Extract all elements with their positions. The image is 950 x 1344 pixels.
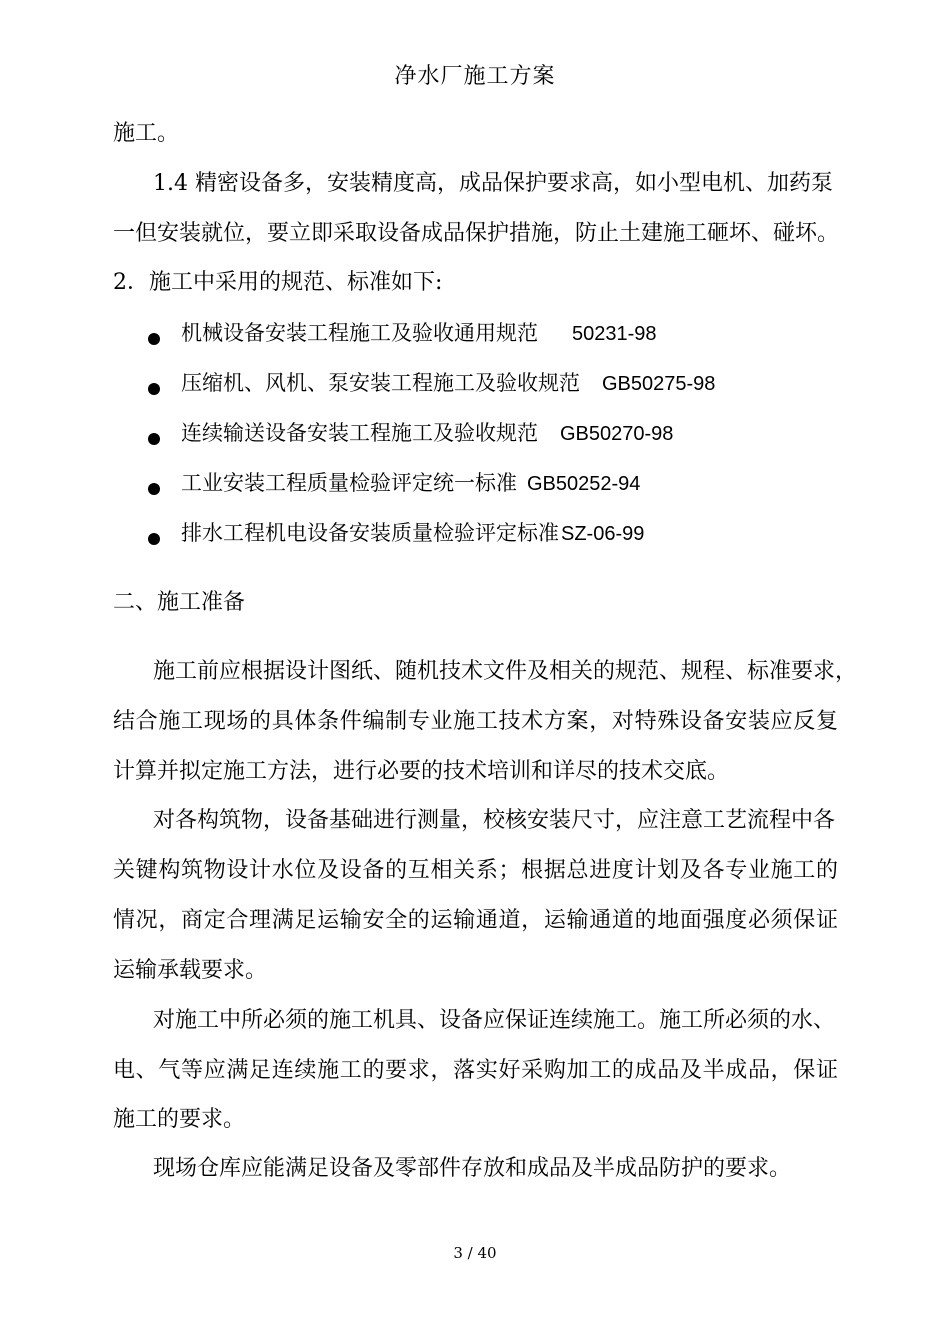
paragraph-line: 情况，商定合理满足运输安全的运输通道，运输通道的地面强度必须保证 — [113, 908, 838, 933]
standard-name: 工业安装工程质量检验评定统一标准 — [181, 471, 517, 495]
paragraph-line: 电、气等应满足连续施工的要求，落实好采购加工的成品及半成品，保证 — [113, 1058, 838, 1083]
standard-name: 压缩机、风机、泵安装工程施工及验收规范 — [181, 371, 580, 395]
paragraph-line: 计算并拟定施工方法，进行必要的技术培训和详尽的技术交底。 — [113, 759, 730, 784]
section-heading: 二、施工准备 — [113, 590, 246, 615]
standard-name: 排水工程机电设备安装质量检验评定标准 — [181, 521, 559, 545]
bullet-icon — [148, 383, 160, 395]
standard-code: SZ-06-99 — [561, 523, 645, 545]
bullet-icon — [148, 533, 160, 545]
standard-code: GB50270-98 — [560, 423, 674, 445]
standard-name: 机械设备安装工程施工及验收通用规范 — [181, 321, 538, 345]
page-header-title: 净水厂施工方案 — [394, 64, 556, 89]
bullet-icon — [148, 483, 160, 495]
continued-text: 施工。 — [113, 121, 180, 146]
page-number: 3 / 40 — [453, 1244, 497, 1262]
standard-code: GB50275-98 — [602, 373, 716, 395]
item-1-4-line-1: 1.4 精密设备多，安装精度高，成品保护要求高，如小型电机、加药泵 — [153, 171, 833, 196]
paragraph-line: 运输承载要求。 — [113, 958, 268, 983]
bullet-icon — [148, 433, 160, 445]
paragraph-line: 对施工中所必须的施工机具、设备应保证连续施工。施工所必须的水、 — [153, 1008, 836, 1033]
item-2-heading: 2．施工中采用的规范、标准如下: — [113, 270, 443, 295]
paragraph-line: 现场仓库应能满足设备及零部件存放和成品及半成品防护的要求。 — [153, 1156, 792, 1181]
paragraph-line: 结合施工现场的具体条件编制专业施工技术方案，对特殊设备安装应反复 — [113, 709, 838, 734]
paragraph-line: 对各构筑物，设备基础进行测量，校核安装尺寸，应注意工艺流程中各 — [153, 808, 836, 833]
standard-code: GB50252-94 — [527, 473, 641, 495]
standard-name: 连续输送设备安装工程施工及验收规范 — [181, 421, 538, 445]
item-1-4-line-2: 一但安装就位，要立即采取设备成品保护措施，防止土建施工砸坏、碰坏。 — [113, 221, 840, 246]
paragraph-line: 施工的要求。 — [113, 1107, 246, 1132]
bullet-icon — [148, 333, 160, 345]
paragraph-line: 关键构筑物设计水位及设备的互相关系；根据总进度计划及各专业施工的 — [113, 858, 838, 883]
paragraph-line: 施工前应根据设计图纸、随机技术文件及相关的规范、规程、标准要求， — [153, 659, 858, 684]
standard-code: 50231-98 — [572, 323, 657, 345]
